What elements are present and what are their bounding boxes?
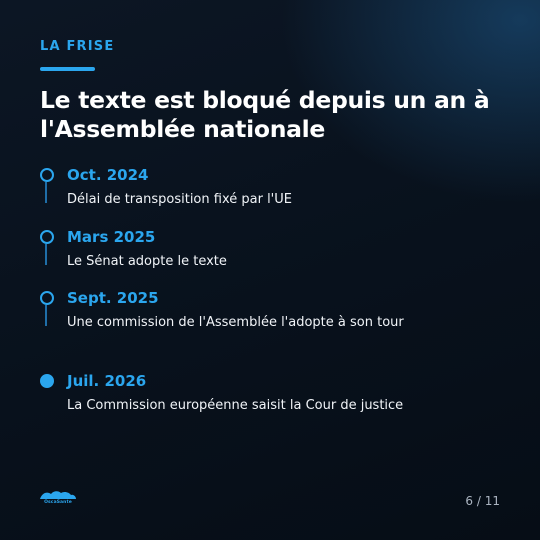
timeline-marker-icon: [40, 168, 54, 182]
event-description: Le Sénat adopte le texte: [67, 254, 227, 269]
timeline-connector: [45, 182, 47, 203]
timeline-marker-icon: [40, 230, 54, 244]
event-date: Oct. 2024: [67, 166, 149, 184]
timeline-marker-filled-icon: [40, 374, 54, 388]
event-date: Sept. 2025: [67, 289, 159, 307]
brand-name: OscaSante: [44, 500, 72, 505]
event-date: Juil. 2026: [67, 372, 147, 390]
event-date: Mars 2025: [67, 228, 156, 246]
timeline-event: [38, 165, 447, 210]
event-description: Délai de transposition fixé par l'UE: [67, 192, 292, 207]
event-description: La Commission européenne saisit la Cour de justice: [67, 398, 404, 413]
event-description: Une commission de l'Assemblée l'adopte à son tour: [67, 315, 404, 330]
brand-logo: [38, 489, 78, 509]
page-indicator: 6 / 11: [465, 494, 500, 508]
slide-title: Le texte est bloqué depuis un an à l'Assemblée nationale: [40, 86, 490, 143]
timeline-event-current: [38, 371, 447, 416]
section-label: LA FRISE: [40, 39, 115, 54]
timeline-marker-icon: [40, 291, 54, 305]
wave-logo-icon: [38, 489, 78, 500]
section-underline: [40, 67, 95, 71]
timeline-event: [38, 288, 447, 333]
timeline-event: [38, 227, 447, 272]
timeline-connector: [45, 305, 47, 326]
timeline-connector: [45, 244, 47, 265]
